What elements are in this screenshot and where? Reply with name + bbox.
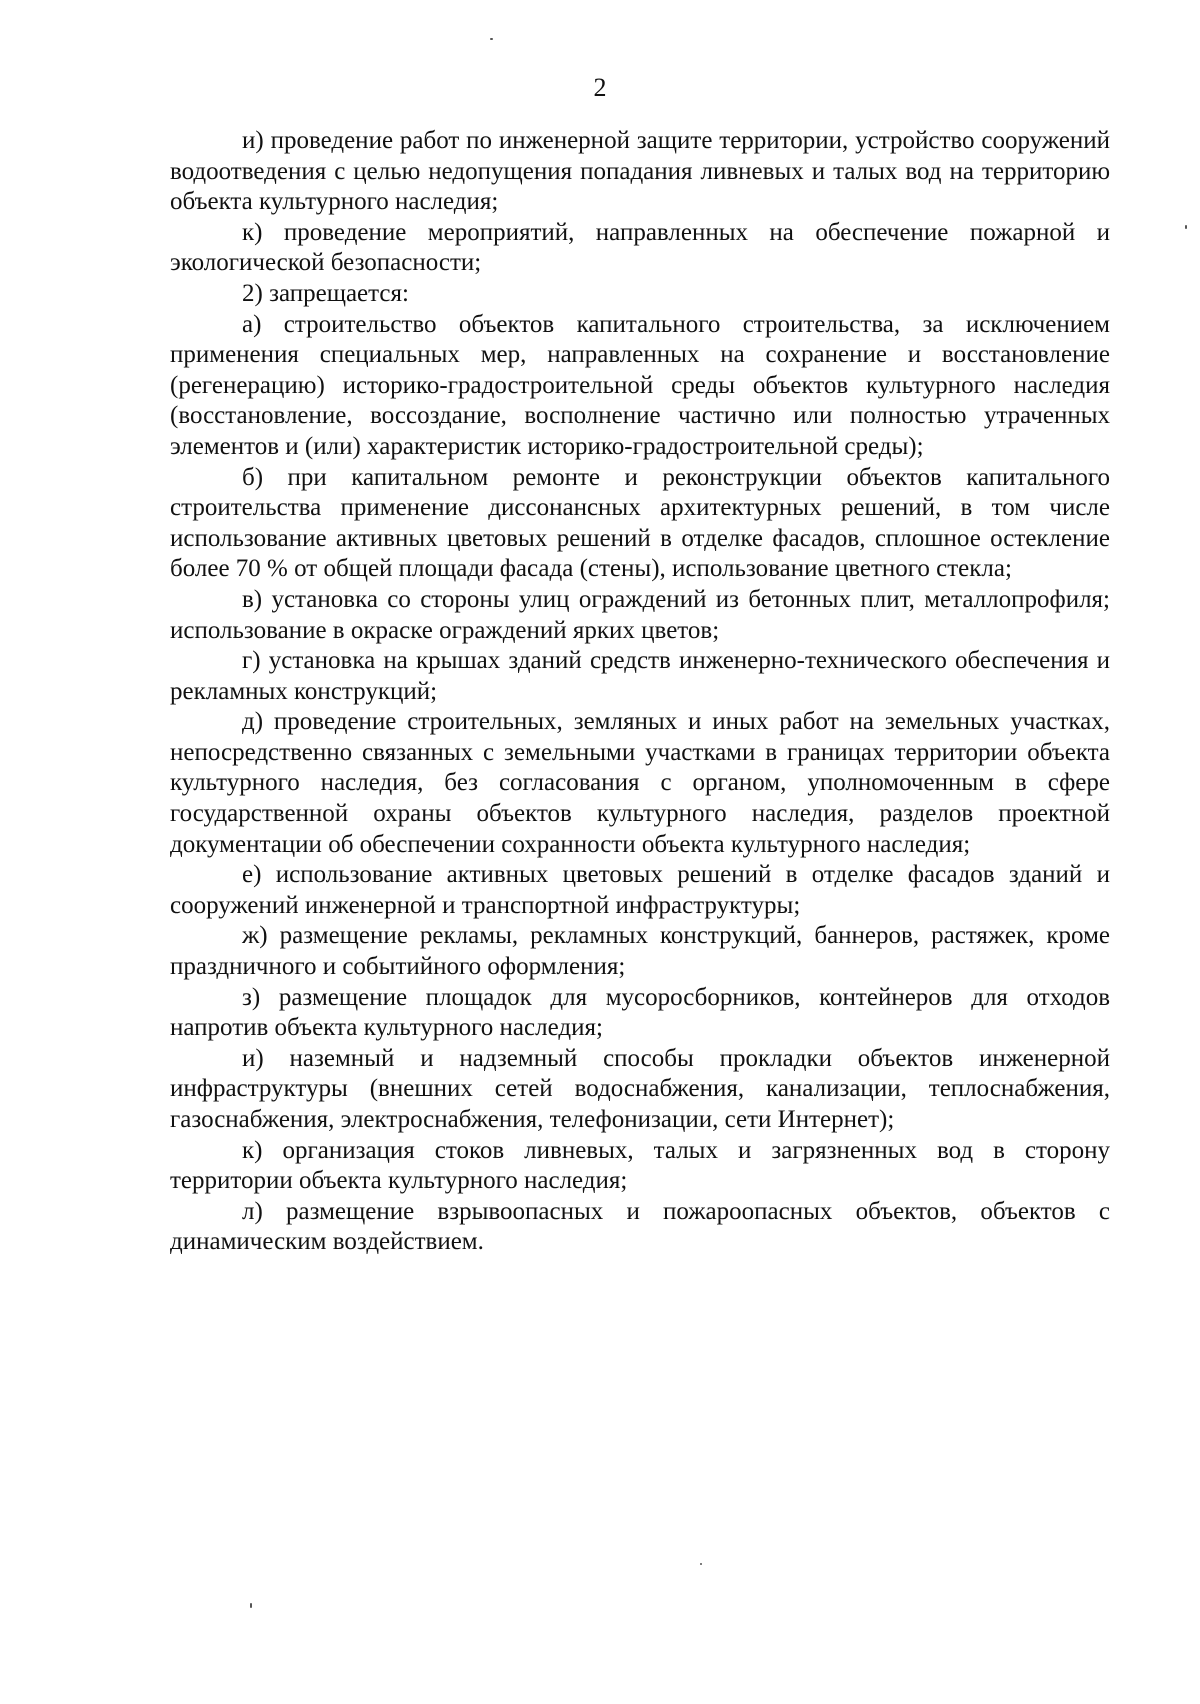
paragraph-l-hazardous-objects: л) размещение взрывоопасных и пожароопасных объектов, объектов с динамическим воздействием. [170,1197,1110,1256]
paragraph-d-earthworks: д) проведение строительных, земляных и иных работ на земельных участках, непосредственно связанных с земельными участками в границах территории объекта культурного наследия, без согласования с органом, уполномоченным в сфере государственной охраны объектов культурного наследия, разделов проектной документации об обеспечении сохранности объекта культурного наследия; [170,708,1110,858]
paragraph-g-roof-equipment: г) установка на крышах зданий средств инженерно-технического обеспечения и рекламных конструкций; [170,647,1110,705]
paragraph-b-dissonant-solutions: б) при капитальном ремонте и реконструкции объектов капитального строительства применение диссонансных архитектурных решений, в том числе использование активных цветовых решений в отделке фасадов, сплошное остекление более 70 % от общей площади фасада (стены), использование цветного стекла; [170,463,1110,583]
page-number: 2 [593,73,607,102]
paragraph-z-waste-sites: з) размещение площадок для мусоросборников, контейнеров для отходов напротив объекта культурного наследия; [170,983,1110,1042]
paragraph-a-construction: а) строительство объектов капитального строительства, за исключением применения специальных мер, направленных на сохранение и восстановление (регенерацию) историко-градостроительной среды объектов культурного наследия (восстановление, воссоздание, восполнение частично или полностью утраченных элементов и (или) характеристик историко-градостроительной среды); [170,310,1110,460]
paragraph-v-fences: в) установка со стороны улиц ограждений из бетонных плит, металлопрофиля; использование в окраске ограждений ярких цветов; [170,585,1110,644]
scan-speck [490,38,493,40]
paragraph-k-fire-safety: к) проведение мероприятий, направленных на обеспечение пожарной и экологической безопасности; [170,218,1110,277]
paragraph-k-drainage: к) организация стоков ливневых, талых и загрязненных вод в сторону территории объекта культурного наследия; [170,1136,1110,1195]
paragraph-zh-advertising: ж) размещение рекламы, рекламных конструкций, баннеров, растяжек, кроме праздничного и событийного оформления; [170,922,1110,981]
paragraph-e-facade-colors: е) использование активных цветовых решений в отделке фасадов зданий и сооружений инженерной и транспортной инфраструктуры; [170,861,1110,919]
paragraph-prohibited-heading: 2) запрещается: [242,279,409,307]
scan-speck [250,1603,252,1608]
paragraph-i-infrastructure: и) наземный и надземный способы прокладки объектов инженерной инфраструктуры (внешних сетей водоснабжения, канализации, теплоснабжения, газоснабжения, электроснабжения, телефонизации, сети Интернет); [170,1044,1110,1133]
scan-speck [1185,225,1187,229]
scan-speck [700,1563,702,1565]
document-body [170,126,1110,1258]
paragraph-i-engineering-protection: и) проведение работ по инженерной защите территории, устройство сооружений водоотведения с целью недопущения попадания ливневых и талых вод на территорию объекта культурного наследия; [170,127,1110,216]
